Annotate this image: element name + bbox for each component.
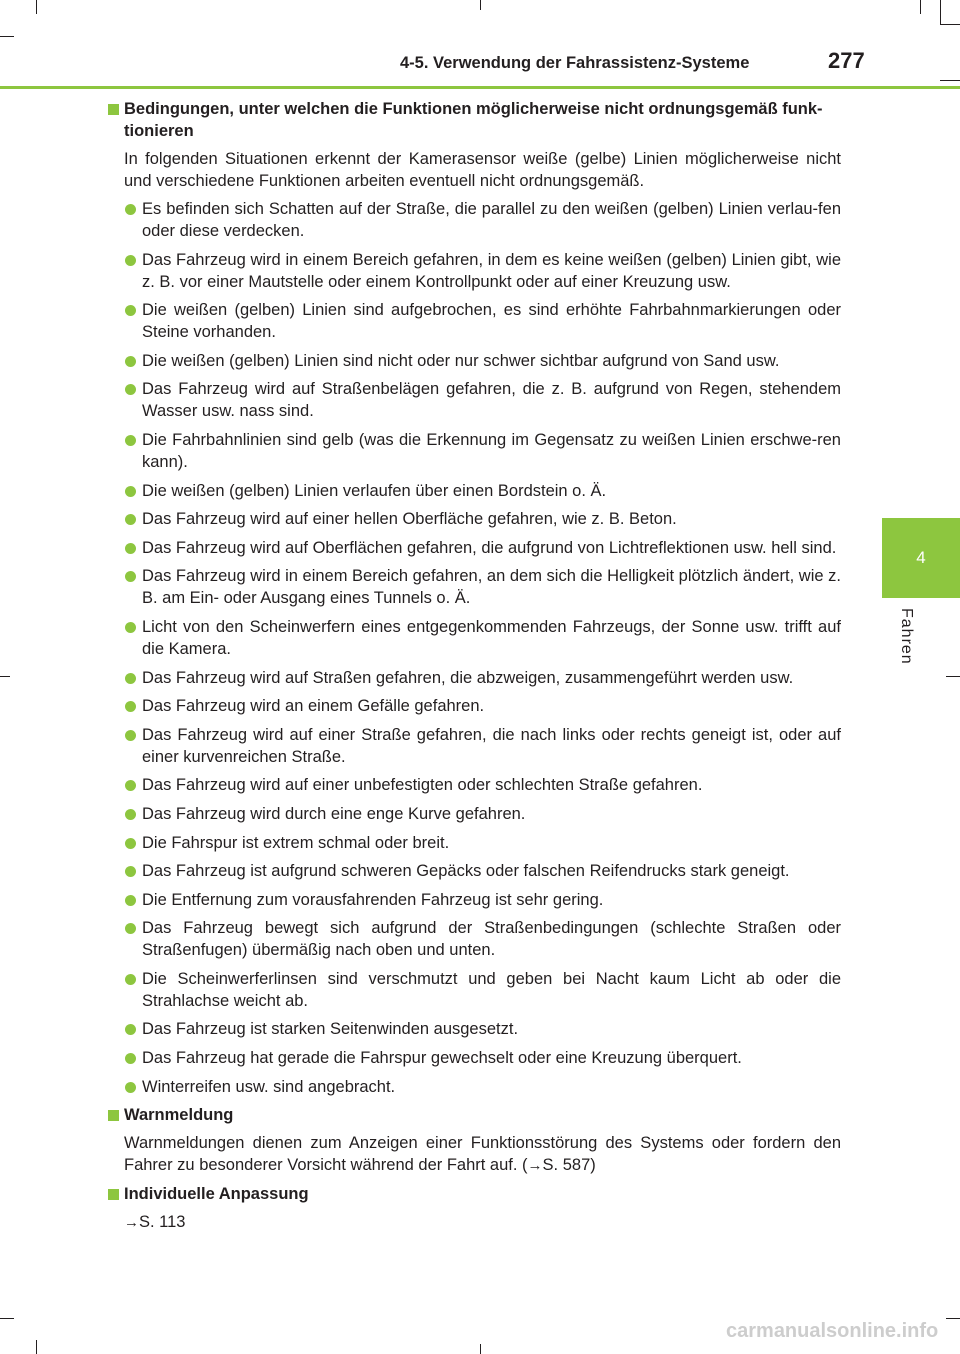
list-item — [106, 724, 841, 768]
crop-mark — [940, 0, 941, 24]
list-item-text: Die Entfernung zum vorausfahrenden Fahrzeug ist sehr gering. — [142, 890, 604, 909]
list-item — [106, 889, 841, 911]
conditions-list — [106, 198, 841, 1098]
round-bullet-icon — [125, 923, 136, 934]
body-text-end: ) — [590, 1156, 596, 1175]
section-intro: In folgenden Situationen erkennt der Kamerasensor weiße (gelbe) Linien möglicherweise nicht und verschiedene Funktionen arbeiten eventuell nicht ordnungsgemäß. — [124, 150, 841, 190]
chapter-tab — [882, 518, 960, 598]
round-bullet-icon — [125, 780, 136, 791]
section-heading — [106, 98, 841, 142]
crop-mark — [946, 1318, 960, 1319]
list-item — [106, 616, 841, 660]
round-bullet-icon — [125, 204, 136, 215]
list-item — [106, 1047, 841, 1069]
round-bullet-icon — [125, 838, 136, 849]
list-item — [106, 1076, 841, 1098]
list-item-text: Das Fahrzeug ist starken Seitenwinden ausgesetzt. — [142, 1020, 519, 1039]
list-item — [106, 695, 841, 717]
list-item-text: Das Fahrzeug wird auf Straßenbelägen gefahren, die z. B. aufgrund von Regen, stehendem Wasser usw. nass sind. — [142, 380, 841, 421]
crop-mark — [0, 1318, 14, 1319]
customization-section — [106, 1183, 841, 1234]
list-item — [106, 803, 841, 825]
round-bullet-icon — [125, 673, 136, 684]
list-item — [106, 378, 841, 422]
page-content — [106, 98, 841, 1240]
list-item-text: Die Fahrspur ist extrem schmal oder breit. — [142, 833, 450, 852]
list-item-text: Die weißen (gelben) Linien verlaufen über einen Bordstein o. Ä. — [142, 481, 607, 500]
round-bullet-icon — [125, 384, 136, 395]
list-item-text: Die weißen (gelben) Linien sind nicht oder nur schwer sichtbar aufgrund von Sand usw. — [142, 351, 780, 370]
round-bullet-icon — [125, 1024, 136, 1035]
list-item-text: Das Fahrzeug wird auf Straßen gefahren, die abzweigen, zusammengeführt werden usw. — [142, 668, 794, 687]
crop-mark — [920, 0, 921, 14]
square-bullet-icon — [108, 104, 119, 115]
list-item — [106, 537, 841, 559]
list-item — [106, 1018, 841, 1040]
list-item — [106, 968, 841, 1012]
crop-mark — [36, 1340, 37, 1354]
page-number: 277 — [828, 48, 865, 73]
round-bullet-icon — [125, 571, 136, 582]
section-heading — [106, 1104, 841, 1126]
list-item — [106, 774, 841, 796]
list-item — [106, 860, 841, 882]
chapter-title: 4-5. Verwendung der Fahrassistenz-Systeme — [400, 54, 750, 72]
list-item — [106, 350, 841, 372]
warning-message-section — [106, 1104, 841, 1177]
round-bullet-icon — [125, 730, 136, 741]
list-item-text: Das Fahrzeug hat gerade die Fahrspur gewechselt oder eine Kreuzung überquert. — [142, 1049, 742, 1068]
page-reference-link[interactable]: S. 587 — [542, 1156, 591, 1175]
crop-mark — [0, 676, 10, 677]
watermark: carmanualsonline.info — [726, 1320, 939, 1342]
round-bullet-icon — [125, 701, 136, 712]
round-bullet-icon — [125, 543, 136, 554]
section-heading-text: Individuelle Anpassung — [124, 1185, 309, 1204]
crop-mark — [940, 24, 960, 25]
list-item-text: Das Fahrzeug wird auf Oberflächen gefahren, die aufgrund von Lichtreflektionen usw. hell sind. — [142, 538, 837, 557]
list-item-text: Die weißen (gelben) Linien sind aufgebrochen, es sind erhöhte Fahrbahnmarkierungen oder Steine vorhanden. — [142, 301, 841, 342]
list-item — [106, 249, 841, 293]
round-bullet-icon — [125, 622, 136, 633]
list-item-text: Das Fahrzeug wird an einem Gefälle gefahren. — [142, 697, 485, 716]
round-bullet-icon — [125, 866, 136, 877]
square-bullet-icon — [108, 1189, 119, 1200]
round-bullet-icon — [125, 514, 136, 525]
list-item-text: Das Fahrzeug wird auf einer Straße gefahren, die nach links oder rechts geneigt ist, oder auf einer kurvenreichen Straße. — [142, 725, 841, 766]
section-body — [106, 1132, 841, 1177]
list-item-text: Licht von den Scheinwerfern eines entgegenkommenden Fahrzeugs, der Sonne usw. trifft auf die Kamera. — [142, 617, 841, 658]
header-divider — [0, 86, 960, 89]
list-item-text: Das Fahrzeug wird auf einer hellen Oberfläche gefahren, wie z. B. Beton. — [142, 510, 677, 529]
crop-mark — [480, 0, 481, 10]
round-bullet-icon — [125, 255, 136, 266]
crop-mark — [480, 1344, 481, 1354]
list-item — [106, 667, 841, 689]
arrow-right-icon: → — [527, 1157, 543, 1175]
chapter-number: 4 — [916, 548, 926, 567]
body-text: Warnmeldungen dienen zum Anzeigen einer Funktionsstörung des Systems oder fordern den Fahrer zu besonderer Vorsicht während der Fahrt auf. ( — [124, 1134, 841, 1175]
list-item — [106, 832, 841, 854]
list-item — [106, 565, 841, 609]
crop-mark — [36, 0, 37, 14]
list-item-text: Winterreifen usw. sind angebracht. — [142, 1077, 396, 1096]
round-bullet-icon — [125, 1082, 136, 1093]
round-bullet-icon — [125, 356, 136, 367]
conditions-section — [106, 98, 841, 1098]
list-item-text: Die Fahrbahnlinien sind gelb (was die Erkennung im Gegensatz zu weißen Linien erschwe-ren kann). — [142, 430, 841, 471]
list-item — [106, 480, 841, 502]
crop-mark — [940, 80, 960, 81]
list-item — [106, 508, 841, 530]
list-item — [106, 299, 841, 343]
chapter-label: Fahren — [898, 608, 915, 665]
list-item-text: Es befinden sich Schatten auf der Straße, die parallel zu den weißen (gelben) Linien verlau-fen oder diese verdecken. — [142, 200, 841, 240]
arrow-right-icon: → — [124, 1214, 139, 1232]
round-bullet-icon — [125, 974, 136, 985]
section-heading — [106, 1183, 841, 1205]
round-bullet-icon — [125, 435, 136, 446]
round-bullet-icon — [125, 809, 136, 820]
page-reference-link[interactable]: S. 113 — [139, 1213, 186, 1232]
round-bullet-icon — [125, 305, 136, 316]
list-item-text: Das Fahrzeug ist aufgrund schweren Gepäcks oder falschen Reifendrucks stark geneigt. — [142, 862, 790, 881]
list-item-text: Das Fahrzeug wird durch eine enge Kurve gefahren. — [142, 804, 526, 823]
list-item-text: Das Fahrzeug wird in einem Bereich gefahren, an dem sich die Helligkeit plötzlich ändert, wie z. B. am Ein- oder Ausgang eines Tunnels o. Ä. — [142, 567, 841, 608]
section-heading-text: Warnmeldung — [124, 1106, 234, 1125]
list-item — [106, 198, 841, 242]
section-body — [106, 1211, 841, 1234]
list-item — [106, 429, 841, 473]
crop-mark — [946, 676, 960, 677]
list-item-text: Das Fahrzeug bewegt sich aufgrund der Straßenbedingungen (schlechte Straßen oder Straßenfugen) übermäßig nach oben und unten. — [142, 919, 841, 960]
list-item-text: Die Scheinwerferlinsen sind verschmutzt und geben bei Nacht kaum Licht ab oder die Strahlachse weicht ab. — [142, 969, 841, 1010]
square-bullet-icon — [108, 1110, 119, 1121]
round-bullet-icon — [125, 1053, 136, 1064]
round-bullet-icon — [125, 895, 136, 906]
list-item — [106, 917, 841, 961]
list-item-text: Das Fahrzeug wird in einem Bereich gefahren, in dem es keine weißen (gelben) Linien gibt, wie z. B. vor einer Mautstelle oder einem Kontrollpunkt oder auf einer Kreuzung usw. — [142, 250, 841, 291]
list-item-text: Das Fahrzeug wird auf einer unbefestigten oder schlechten Straße gefahren. — [142, 776, 703, 795]
section-heading-text: Bedingungen, unter welchen die Funktionen möglicherweise nicht ordnungsgemäß funk-tionieren — [124, 100, 823, 140]
round-bullet-icon — [125, 486, 136, 497]
crop-mark — [0, 36, 14, 37]
